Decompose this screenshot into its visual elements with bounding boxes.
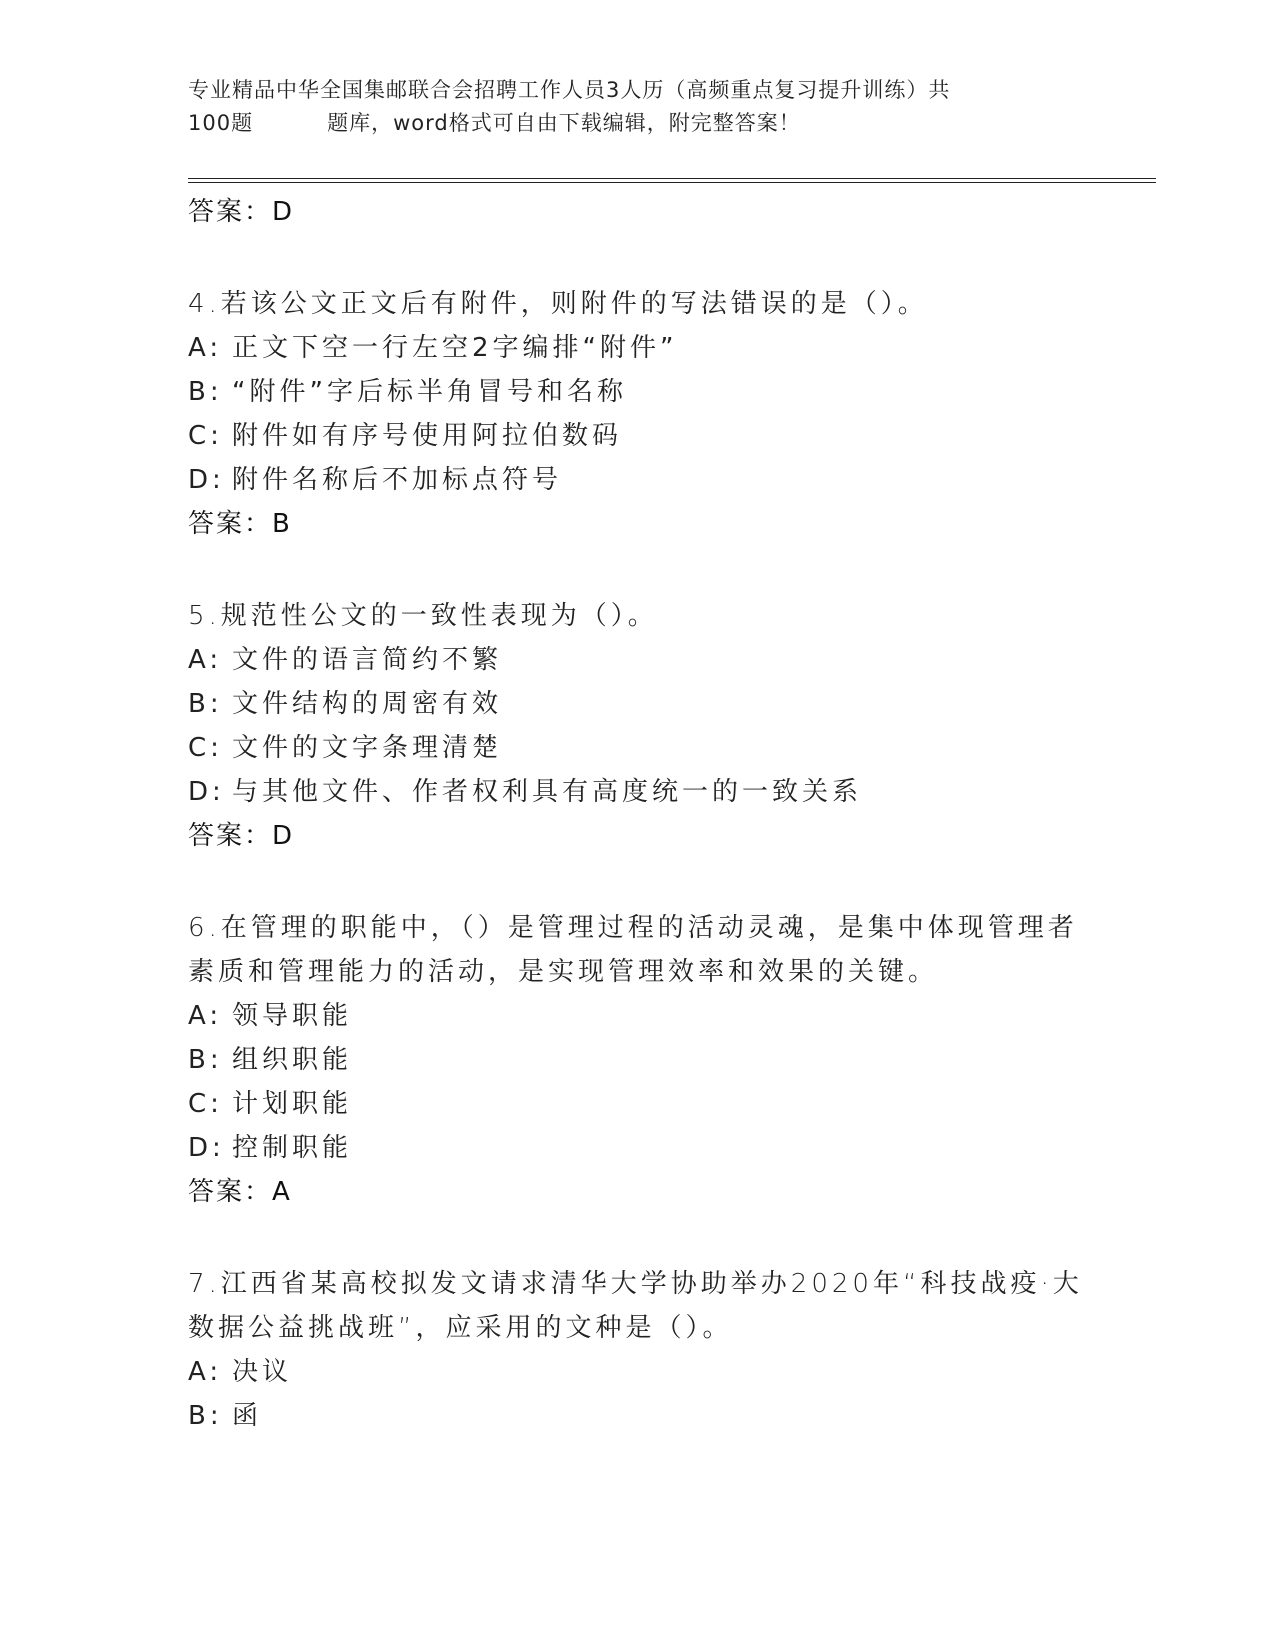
option-text: 计划职能: [232, 1089, 353, 1119]
header-divider: [188, 178, 1156, 179]
question-block: [188, 906, 1088, 1214]
option-item: [188, 770, 1088, 814]
answer-line: 答案：D: [188, 821, 295, 851]
option-item: [188, 682, 1088, 726]
option-item: [188, 1038, 1088, 1082]
header-divider-second: [188, 182, 1156, 183]
header-count: 100题: [188, 111, 254, 135]
question-list: [188, 282, 1088, 1438]
question-text: 素质和管理能力的活动，是实现管理效率和效果的关键。: [188, 957, 939, 987]
question-text: 6.在管理的职能中，（）是管理过程的活动灵魂，是集中体现管理者: [188, 913, 1078, 943]
option-item: [188, 458, 1088, 502]
option-item: [188, 638, 1088, 682]
option-key: C:: [188, 1089, 223, 1119]
option-text: 正文下空一行左空2字编排“附件”: [232, 333, 678, 363]
option-item: [188, 726, 1088, 770]
option-key: C:: [188, 733, 223, 763]
option-item: [188, 414, 1088, 458]
option-item: [188, 994, 1088, 1038]
question-text: 数据公益挑战班”，应采用的文种是（）。: [188, 1313, 733, 1343]
option-key: B:: [188, 377, 223, 407]
option-key: A:: [188, 1357, 223, 1387]
option-text: 控制职能: [232, 1133, 353, 1163]
option-key: A:: [188, 1001, 223, 1031]
option-key: A:: [188, 333, 223, 363]
answer-line: 答案：D: [188, 197, 295, 227]
question-block: [188, 594, 1088, 858]
option-text: 与其他文件、作者权利具有高度统一的一致关系: [232, 777, 863, 807]
option-text: 附件如有序号使用阿拉伯数码: [232, 421, 623, 451]
option-item: [188, 1126, 1088, 1170]
page-header: [188, 74, 1068, 140]
answer-line: 答案：A: [188, 1177, 292, 1207]
option-text: 组织职能: [232, 1045, 353, 1075]
question-text: 7.江西省某高校拟发文请求清华大学协助举办2020年“科技战疫·大: [188, 1269, 1083, 1299]
option-key: A:: [188, 645, 223, 675]
option-key: C:: [188, 421, 223, 451]
option-item: [188, 1350, 1088, 1394]
question-block: [188, 1262, 1088, 1438]
header-description: 题库，word格式可自由下载编辑，附完整答案！: [327, 111, 801, 135]
option-key: D:: [188, 465, 225, 495]
option-text: 文件的文字条理清楚: [232, 733, 503, 763]
option-text: 文件结构的周密有效: [232, 689, 503, 719]
option-item: [188, 370, 1088, 414]
option-text: 决议: [232, 1357, 293, 1387]
question-text: 4.若该公文正文后有附件，则附件的写法错误的是（）。: [188, 289, 928, 319]
option-key: B:: [188, 689, 223, 719]
option-item: [188, 1394, 1088, 1438]
answer-line: 答案：B: [188, 509, 292, 539]
question-text: 5.规范性公文的一致性表现为（）。: [188, 601, 658, 631]
option-text: 函: [232, 1401, 263, 1431]
question-content: [188, 190, 1088, 1438]
option-key: D:: [188, 1133, 225, 1163]
option-key: B:: [188, 1045, 223, 1075]
option-text: 领导职能: [232, 1001, 353, 1031]
option-item: [188, 326, 1088, 370]
option-key: D:: [188, 777, 225, 807]
option-item: [188, 1082, 1088, 1126]
question-block: [188, 282, 1088, 546]
option-text: 附件名称后不加标点符号: [232, 465, 563, 495]
option-text: 文件的语言简约不繁: [232, 645, 503, 675]
header-title-line: 专业精品中华全国集邮联合会招聘工作人员3人历（高频重点复习提升训练）共: [188, 78, 951, 102]
option-key: B:: [188, 1401, 223, 1431]
header-subtitle-line: [188, 107, 1068, 140]
option-text: “附件”字后标半角冒号和名称: [232, 377, 627, 407]
